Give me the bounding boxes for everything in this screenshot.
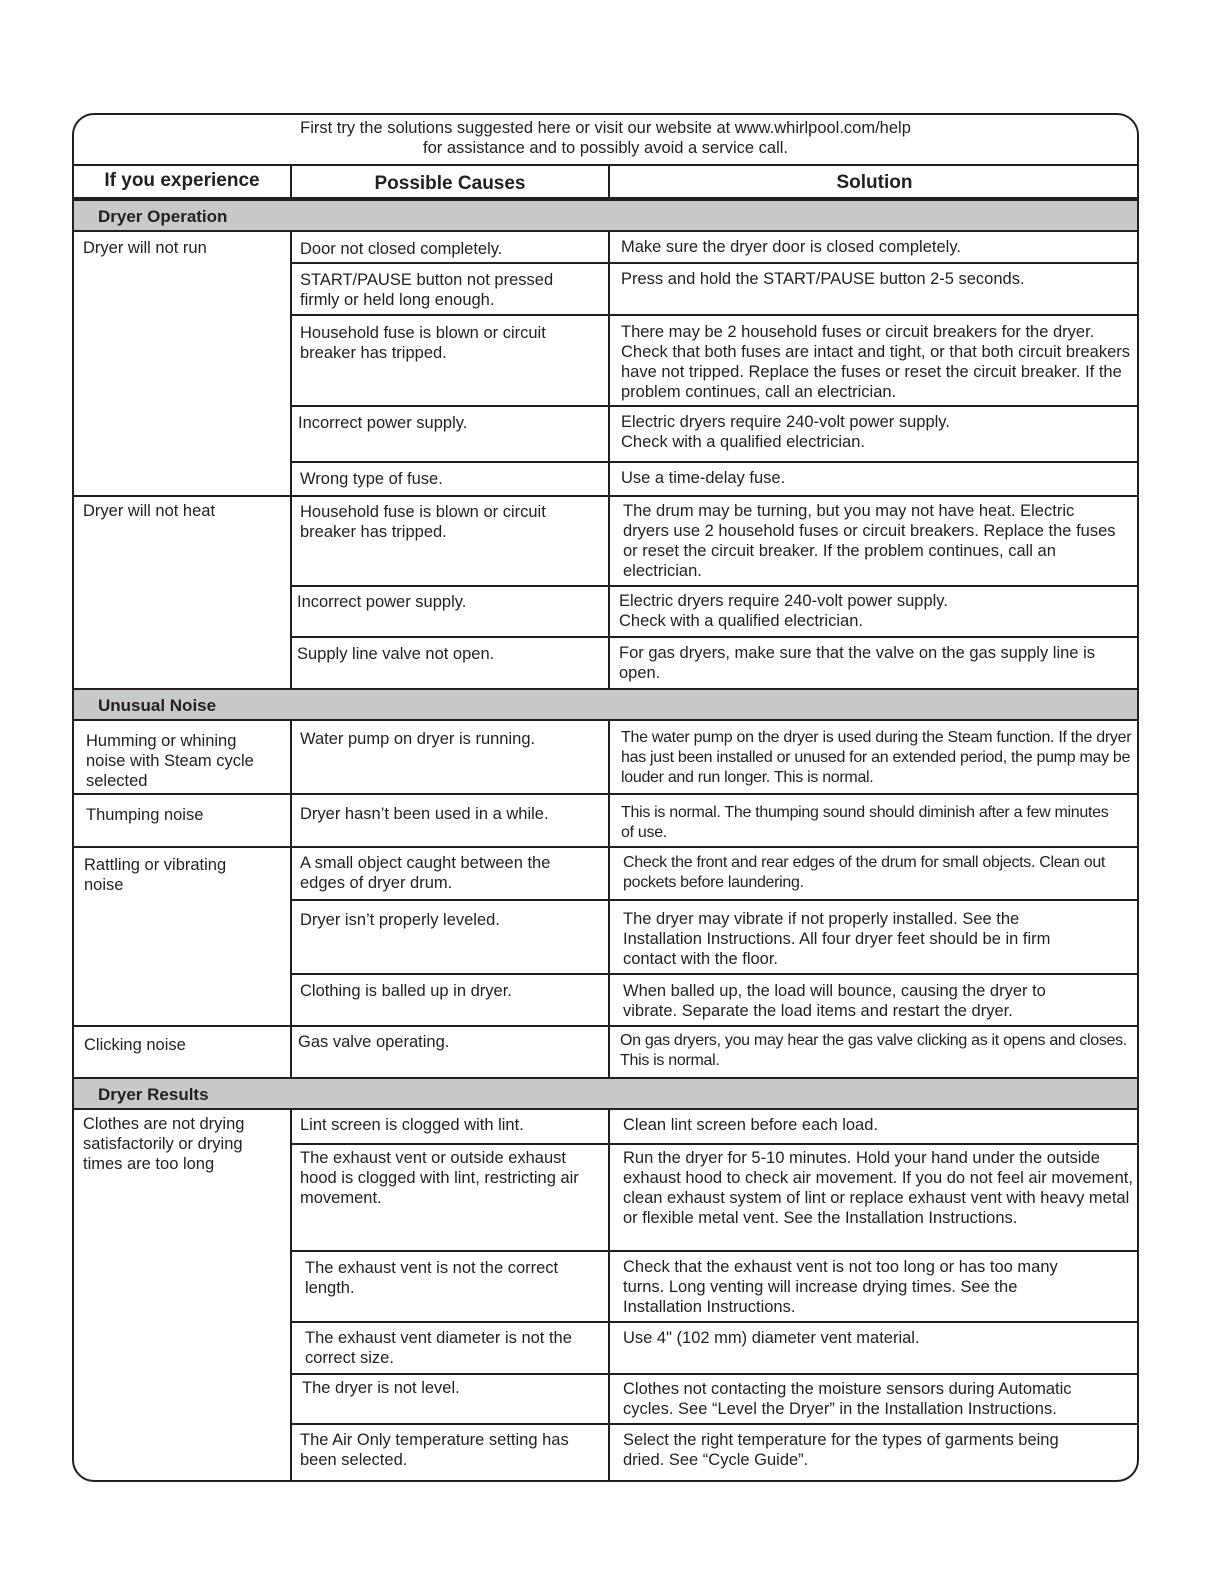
row-divider (290, 636, 1139, 638)
header-possible-causes: Possible Causes (374, 173, 526, 194)
experience-cell: Thumping noise (86, 806, 204, 824)
solution-cell: On gas dryers, you may hear the gas valve clicking as it opens and closes. This is normal. (620, 1032, 1127, 1069)
cause-cell: Household fuse is blown or circuit breaker has tripped. (300, 503, 546, 541)
cause-cell: Household fuse is blown or circuit breaker has tripped. (300, 324, 546, 362)
column-divider (290, 166, 292, 200)
row-divider (290, 314, 1139, 316)
row-divider (290, 405, 1139, 407)
solution-cell: This is normal. The thumping sound should diminish after a few minutes of use. (621, 804, 1109, 841)
cause-cell: Incorrect power supply. (297, 593, 467, 611)
solution-cell: Press and hold the START/PAUSE button 2-5 seconds. (621, 270, 1025, 288)
header-experience: If you experience (104, 170, 260, 191)
experience-cell: Clicking noise (84, 1036, 186, 1054)
intro-line-1: First try the solutions suggested here or visit our website at www.whirlpool.com/help (300, 119, 911, 137)
row-divider (290, 899, 1139, 901)
cause-cell: The dryer is not level. (302, 1379, 460, 1397)
row-divider (290, 1373, 1139, 1375)
solution-cell: Check that the exhaust vent is not too long or has too many turns. Long venting will increase drying times. See the Installation Instructions. (623, 1258, 1058, 1316)
cause-cell: Clothing is balled up in dryer. (300, 982, 512, 1000)
solution-cell: When balled up, the load will bounce, causing the dryer to vibrate. Separate the load items and restart the dryer. (623, 982, 1046, 1020)
intro-note (74, 115, 1137, 166)
solution-cell: Check the front and rear edges of the drum for small objects. Clean out pockets before laundering. (623, 854, 1106, 891)
solution-cell: Use 4" (102 mm) diameter vent material. (623, 1329, 920, 1347)
row-divider (290, 461, 1139, 463)
row-divider (74, 1025, 1139, 1027)
row-divider (290, 262, 1139, 264)
row-divider (290, 1321, 1139, 1323)
cause-cell: The exhaust vent diameter is not the correct size. (305, 1329, 572, 1367)
solution-cell: Run the dryer for 5-10 minutes. Hold your hand under the outside exhaust hood to check air movement. If you do not feel air movement, clean exhaust system of lint or replace exhaust vent with heavy metal or flexible metal vent. See the Installation Instructions. (623, 1149, 1133, 1227)
row-divider (290, 1423, 1139, 1425)
cause-cell: Dryer hasn’t been used in a while. (300, 805, 549, 823)
solution-cell: The water pump on the dryer is used during the Steam function. If the dryer has just been installed or unused for an extended period, the pump may be louder and run longer. This is normal. (621, 729, 1132, 786)
solution-cell: Clothes not contacting the moisture sensors during Automatic cycles. See “Level the Dryer” in the Installation Instructions. (623, 1380, 1072, 1418)
cause-cell: A small object caught between the edges of dryer drum. (300, 854, 551, 892)
row-divider (74, 846, 1139, 848)
section-dryer-operation: Dryer Operation (74, 199, 1137, 232)
row-divider (74, 495, 1139, 497)
solution-cell: There may be 2 household fuses or circuit breakers for the dryer. Check that both fuses are intact and tight, or that both circuit breakers have not tripped. Replace the fuses or reset the circuit breaker. If the problem continues, call an electrician. (621, 323, 1131, 401)
solution-cell: Clean lint screen before each load. (623, 1116, 878, 1134)
cause-cell: START/PAUSE button not pressed firmly or held long enough. (300, 271, 554, 309)
section-unusual-noise: Unusual Noise (74, 688, 1137, 721)
cause-cell: Dryer isn’t properly leveled. (300, 911, 500, 929)
column-divider (290, 232, 292, 688)
cause-cell: The exhaust vent or outside exhaust hood is clogged with lint, restricting air movement. (300, 1149, 579, 1207)
experience-cell: Clothes are not drying satisfactorily or drying times are too long (83, 1115, 245, 1173)
cause-cell: Door not closed completely. (300, 240, 503, 258)
cause-cell: Gas valve operating. (298, 1033, 450, 1051)
row-divider (290, 1250, 1139, 1252)
intro-line-2: for assistance and to possibly avoid a service call. (422, 139, 788, 157)
column-divider (290, 1110, 292, 1482)
solution-cell: Use a time-delay fuse. (621, 469, 786, 487)
column-divider (608, 166, 610, 200)
cause-cell: Wrong type of fuse. (300, 470, 443, 488)
solution-cell: The dryer may vibrate if not properly installed. See the Installation Instructions. All four dryer feet should be in firm contact with the floor. (623, 910, 1051, 968)
section-dryer-results: Dryer Results (74, 1077, 1137, 1110)
solution-cell: Select the right temperature for the types of garments being dried. See “Cycle Guide”. (623, 1431, 1059, 1469)
header-solution: Solution (836, 172, 913, 193)
row-divider (74, 793, 1139, 795)
experience-cell: Humming or whining noise with Steam cycle selected (86, 732, 254, 790)
solution-cell: For gas dryers, make sure that the valve on the gas supply line is open. (619, 644, 1095, 682)
column-divider (608, 1110, 610, 1482)
cause-cell: Water pump on dryer is running. (300, 730, 536, 748)
row-divider (290, 1143, 1139, 1145)
solution-cell: Electric dryers require 240-volt power supply. Check with a qualified electrician. (619, 592, 948, 630)
row-divider (290, 585, 1139, 587)
experience-cell: Dryer will not run (83, 239, 207, 257)
cause-cell: Lint screen is clogged with lint. (300, 1116, 524, 1134)
cause-cell: The Air Only temperature setting has been selected. (300, 1431, 569, 1469)
experience-cell: Dryer will not heat (83, 502, 216, 520)
solution-cell: The drum may be turning, but you may not have heat. Electric dryers use 2 household fuses or circuit breakers. Replace the fuses or reset the circuit breaker. If the problem continues, call an electrician. (623, 502, 1116, 580)
row-divider (290, 973, 1139, 975)
cause-cell: Supply line valve not open. (297, 645, 495, 663)
solution-cell: Make sure the dryer door is closed completely. (621, 238, 961, 256)
column-divider (608, 232, 610, 688)
experience-cell: Rattling or vibrating noise (84, 856, 227, 894)
cause-cell: The exhaust vent is not the correct length. (305, 1259, 559, 1297)
troubleshooting-table (72, 113, 1139, 1482)
cause-cell: Incorrect power supply. (298, 414, 468, 432)
solution-cell: Electric dryers require 240-volt power supply. Check with a qualified electrician. (621, 413, 950, 451)
column-header-row (74, 166, 1137, 199)
